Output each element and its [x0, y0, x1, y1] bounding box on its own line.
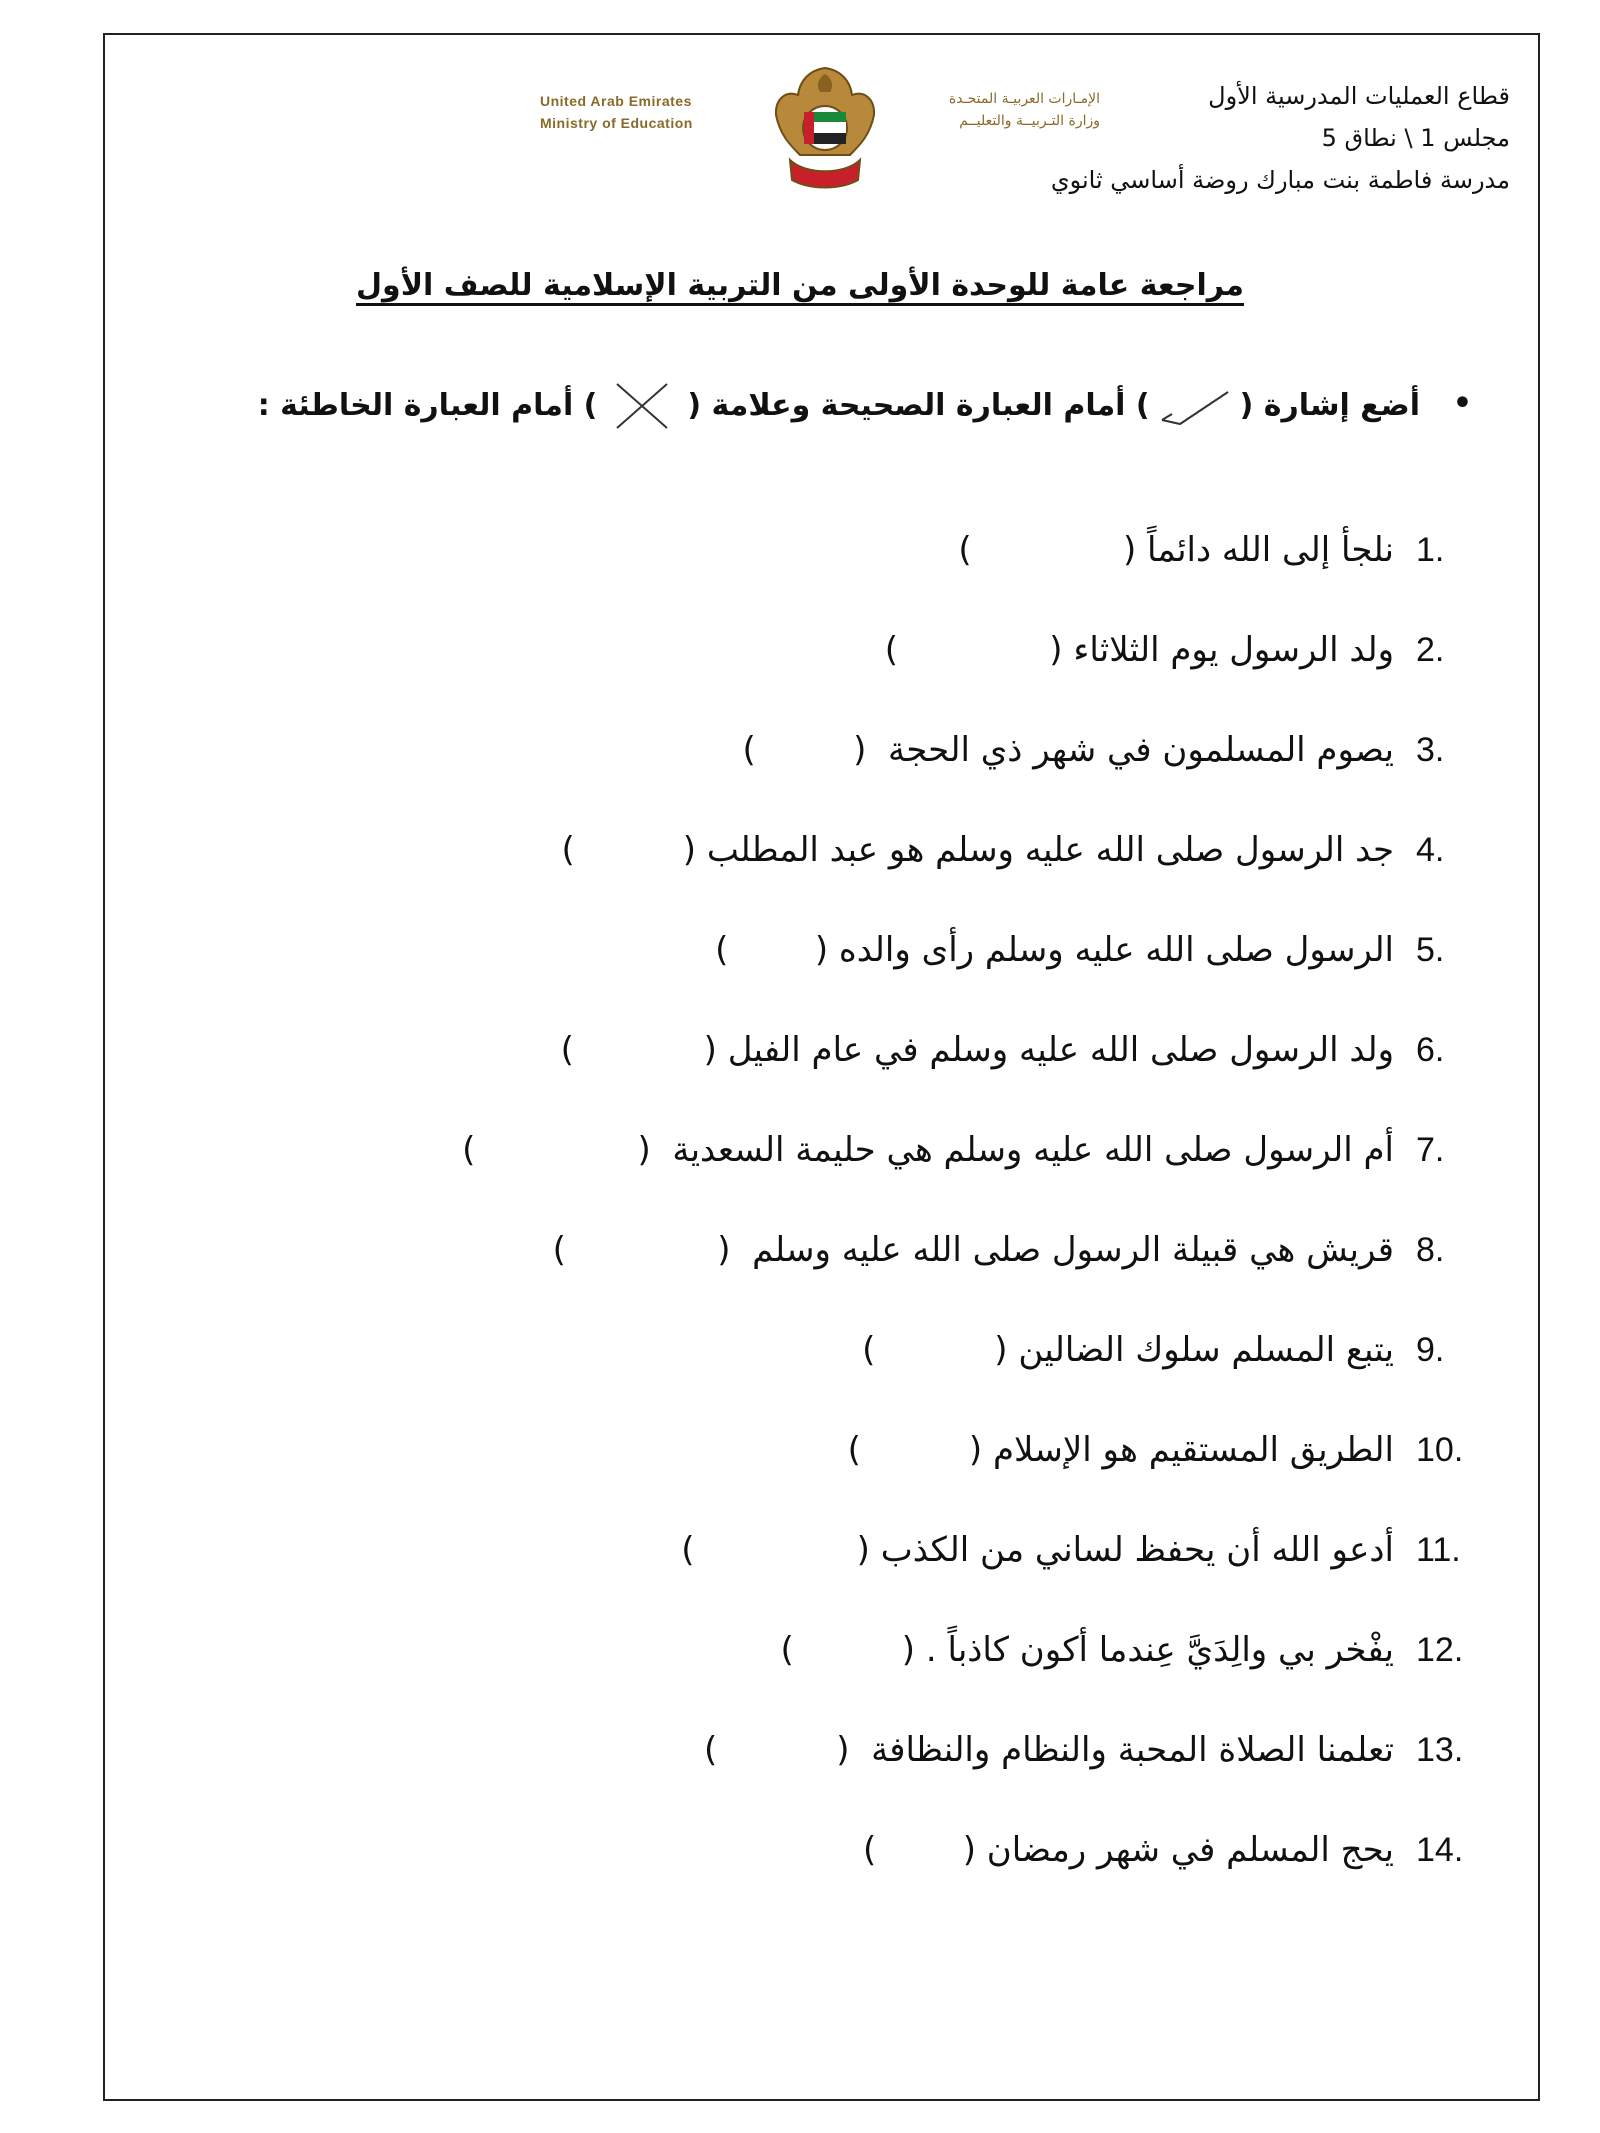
question-text: الطريق المستقيم هو الإسلام ( ) — [847, 1430, 1394, 1470]
question-number: 8. — [1416, 1230, 1445, 1269]
question-item — [462, 700, 1480, 800]
question-text: ولد الرسول صلى الله عليه وسلم في عام الفيل ( ) — [560, 1030, 1394, 1070]
question-text: يفْخر بي والِدَيَّ عِندما أكون كاذباً . ( ) — [780, 1630, 1394, 1670]
question-item — [462, 600, 1480, 700]
school-header — [1051, 75, 1510, 201]
question-text: أم الرسول صلى الله عليه وسلم هي حليمة السعدية ( ) — [462, 1130, 1394, 1170]
question-text: الرسول صلى الله عليه وسلم رأى والده ( ) — [715, 930, 1394, 970]
question-number: 10. — [1416, 1430, 1464, 1469]
uae-emblem-icon — [770, 60, 880, 195]
question-text: أدعو الله أن يحفظ لساني من الكذب ( ) — [681, 1530, 1394, 1570]
question-item — [462, 1500, 1480, 1600]
question-item — [462, 1800, 1480, 1900]
question-item — [462, 1100, 1480, 1200]
instruction-part-2: ) أمام العبارة الصحيحة وعلامة ( — [687, 387, 1150, 423]
header-line-council: مجلس 1 \ نطاق 5 — [1321, 124, 1510, 152]
ministry-english-line-1: United Arab Emirates — [540, 93, 692, 109]
question-number: 3. — [1416, 730, 1445, 769]
question-text: تعلمنا الصلاة المحبة والنظام والنظافة ( ) — [704, 1730, 1394, 1770]
instruction-line — [258, 380, 1420, 430]
check-mark-icon — [1150, 380, 1240, 430]
question-item — [462, 1200, 1480, 1300]
question-text: يتبع المسلم سلوك الضالين ( ) — [862, 1330, 1394, 1370]
question-list — [462, 500, 1480, 1900]
question-number: 14. — [1416, 1830, 1464, 1869]
instruction-part-3: ) أمام العبارة الخاطئة : — [257, 387, 598, 423]
header-line-school: مدرسة فاطمة بنت مبارك روضة أساسي ثانوي — [1050, 166, 1510, 194]
question-number: 4. — [1416, 830, 1445, 869]
ministry-arabic-label — [900, 88, 1100, 132]
question-number: 12. — [1416, 1630, 1464, 1669]
question-number: 7. — [1416, 1130, 1445, 1169]
question-text: نلجأ إلى الله دائماً ( ) — [958, 530, 1394, 570]
ministry-arabic-line-1: الإمـارات العربيـة المتحـدة — [948, 91, 1100, 107]
question-item — [462, 1300, 1480, 1400]
instruction-bullet: • — [1452, 386, 1472, 421]
question-item — [462, 1600, 1480, 1700]
ministry-english-label — [540, 90, 693, 134]
question-text: ولد الرسول يوم الثلاثاء ( ) — [884, 630, 1394, 670]
instruction-part-1: أضع إشارة ( — [1239, 387, 1420, 423]
ministry-english-line-2: Ministry of Education — [540, 115, 693, 131]
question-item — [462, 1000, 1480, 1100]
question-number: 2. — [1416, 630, 1445, 669]
page-title — [300, 268, 1300, 303]
question-text: قريش هي قبيلة الرسول صلى الله عليه وسلم ( ) — [552, 1230, 1394, 1270]
question-item — [462, 1700, 1480, 1800]
question-number: 1. — [1416, 530, 1445, 569]
question-number: 6. — [1416, 1030, 1445, 1069]
question-number: 5. — [1416, 930, 1445, 969]
x-mark-icon — [597, 380, 687, 430]
ministry-arabic-line-2: وزارة التـربيــة والتعليــم — [959, 113, 1100, 129]
question-number: 11. — [1416, 1530, 1461, 1569]
question-item — [462, 500, 1480, 600]
question-text: يصوم المسلمون في شهر ذي الحجة ( ) — [742, 730, 1394, 770]
question-number: 9. — [1416, 1330, 1445, 1369]
question-item — [462, 900, 1480, 1000]
question-number: 13. — [1416, 1730, 1464, 1769]
page-title-text: مراجعة عامة للوحدة الأولى من التربية الإسلامية للصف الأول — [356, 268, 1244, 303]
question-item — [462, 800, 1480, 900]
question-text: يحج المسلم في شهر رمضان ( ) — [862, 1830, 1394, 1870]
header-line-sector: قطاع العمليات المدرسية الأول — [1208, 82, 1510, 110]
question-item — [462, 1400, 1480, 1500]
question-text: جد الرسول صلى الله عليه وسلم هو عبد المطلب ( ) — [561, 830, 1394, 870]
